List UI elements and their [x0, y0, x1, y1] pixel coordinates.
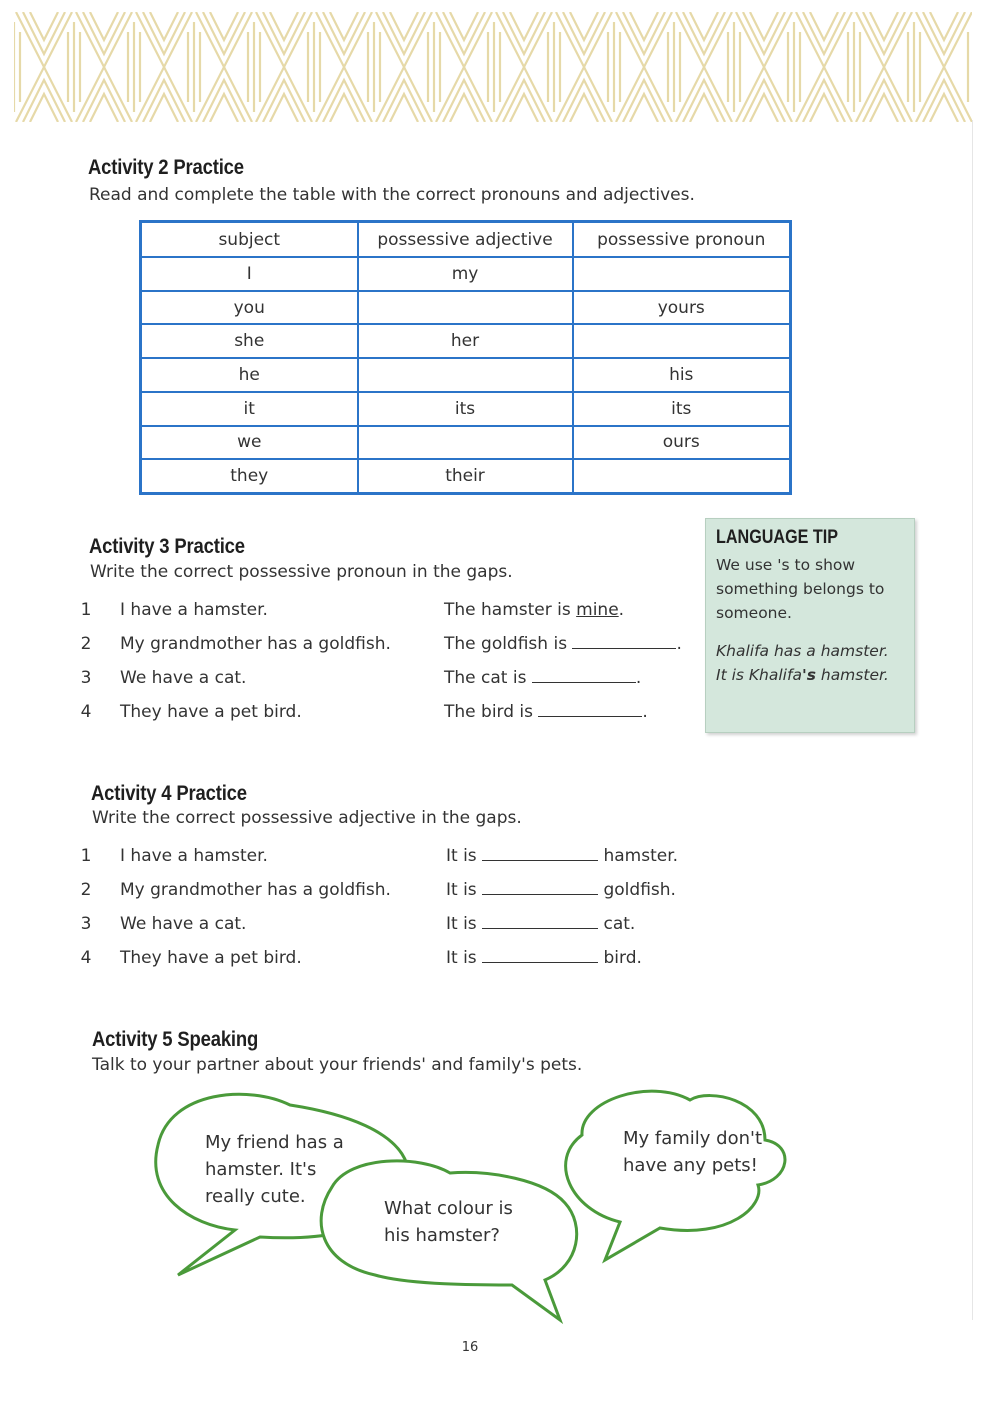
item-sentence: My grandmother has a goldfish. [120, 880, 391, 900]
list-item [78, 846, 698, 880]
table-cell: you [141, 291, 358, 325]
table-blank-cell[interactable] [358, 291, 573, 325]
list-item [78, 600, 698, 634]
table-cell: she [141, 324, 358, 358]
table-cell: her [358, 324, 573, 358]
gap-blank[interactable] [572, 634, 676, 649]
decorative-banner [14, 12, 972, 122]
table-cell: its [358, 392, 573, 426]
table-cell: we [141, 426, 358, 460]
item-number: 3 [80, 914, 92, 934]
item-answer-line: The bird is . [444, 702, 648, 722]
list-item [78, 702, 698, 736]
activity-5-title: Activity 5 Speaking [92, 1028, 259, 1051]
item-sentence: We have a cat. [120, 914, 247, 934]
gap-blank[interactable] [532, 668, 636, 683]
speech-bubble-1-text: My friend has a hamster. It's really cute. [205, 1132, 344, 1207]
pronoun-table [139, 220, 792, 495]
table-header-cell: possessive pronoun [573, 222, 791, 258]
activity-4-list [78, 846, 698, 982]
table-cell: their [358, 459, 573, 493]
language-tip-example: Khalifa has a hamster. It is Khalifa's hamster. [716, 642, 889, 684]
table-cell: my [358, 257, 573, 291]
activity-3-list [78, 600, 698, 736]
activity-5-instruction: Talk to your partner about your friends' and family's pets. [92, 1055, 583, 1075]
item-sentence: They have a pet bird. [120, 948, 302, 968]
table-blank-cell[interactable] [573, 459, 791, 493]
language-tip-text: We use 's to show something belongs to someone. [716, 556, 885, 622]
table-cell: yours [573, 291, 791, 325]
activity-2-title: Activity 2 Practice [88, 156, 244, 179]
gap-blank[interactable] [538, 702, 642, 717]
table-cell: ours [573, 426, 791, 460]
item-number: 3 [80, 668, 92, 688]
table-row [141, 459, 791, 493]
item-answer-line: It is cat. [446, 914, 636, 934]
table-cell: they [141, 459, 358, 493]
gap-blank[interactable] [482, 846, 598, 861]
table-cell: it [141, 392, 358, 426]
item-answer-line: The goldfish is . [444, 634, 682, 654]
table-row [141, 291, 791, 325]
table-row [141, 358, 791, 392]
table-blank-cell[interactable] [358, 358, 573, 392]
item-sentence: I have a hamster. [120, 846, 268, 866]
activity-4-title: Activity 4 Practice [91, 782, 247, 805]
table-cell: its [573, 392, 791, 426]
item-sentence: My grandmother has a goldfish. [120, 634, 391, 654]
page-number: 16 [461, 1340, 479, 1355]
table-header-cell: subject [141, 222, 358, 258]
table-cell: he [141, 358, 358, 392]
table-header-cell: possessive adjective [358, 222, 573, 258]
list-item [78, 668, 698, 702]
item-number: 1 [80, 600, 92, 620]
item-answer-line: It is bird. [446, 948, 642, 968]
speech-bubble-3-text: My family don't have any pets! [623, 1128, 763, 1176]
item-sentence: They have a pet bird. [120, 702, 302, 722]
table-blank-cell[interactable] [573, 324, 791, 358]
item-number: 2 [80, 634, 92, 654]
table-blank-cell[interactable] [358, 426, 573, 460]
list-item [78, 914, 698, 948]
item-answer-line: The hamster is mine. [444, 600, 625, 620]
activity-4-instruction: Write the correct possessive adjective in the gaps. [92, 808, 522, 828]
activity-3-title: Activity 3 Practice [89, 535, 245, 558]
table-header-row [141, 222, 791, 258]
item-sentence: I have a hamster. [120, 600, 268, 620]
table-cell: his [573, 358, 791, 392]
list-item [78, 880, 698, 914]
activity-2-instruction: Read and complete the table with the correct pronouns and adjectives. [89, 185, 695, 205]
item-answer-line: It is hamster. [446, 846, 679, 866]
gap-blank[interactable] [482, 948, 598, 963]
table-cell: I [141, 257, 358, 291]
table-row [141, 426, 791, 460]
activity-3-instruction: Write the correct possessive pronoun in the gaps. [90, 562, 513, 582]
list-item [78, 948, 698, 982]
table-row [141, 324, 791, 358]
language-tip-title: LANGUAGE TIP [716, 527, 839, 548]
item-number: 2 [80, 880, 92, 900]
item-answer-line: It is goldfish. [446, 880, 676, 900]
item-sentence: We have a cat. [120, 668, 247, 688]
gap-blank[interactable] [482, 880, 598, 895]
gap-blank[interactable] [482, 914, 598, 929]
page-edge-line [972, 120, 973, 1320]
speech-bubble-2-text: What colour is his hamster? [384, 1198, 513, 1246]
language-tip-box [705, 518, 915, 733]
table-blank-cell[interactable] [573, 257, 791, 291]
item-number: 4 [80, 948, 92, 968]
item-number: 1 [80, 846, 92, 866]
list-item [78, 634, 698, 668]
answer-example: mine [576, 600, 619, 620]
table-row [141, 392, 791, 426]
speech-bubbles [140, 1085, 840, 1330]
item-answer-line: The cat is . [444, 668, 642, 688]
table-row [141, 257, 791, 291]
item-number: 4 [80, 702, 92, 722]
